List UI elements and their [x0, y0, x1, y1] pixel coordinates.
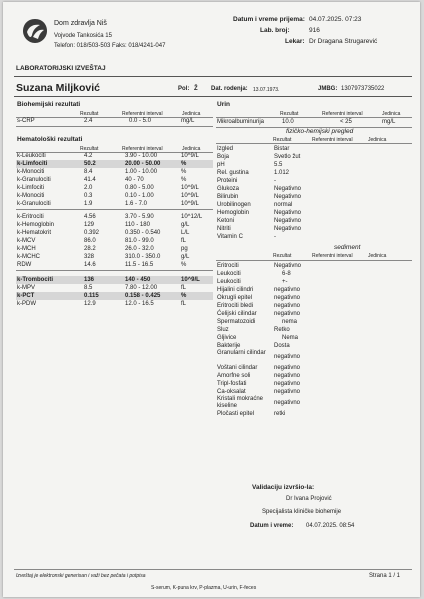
- table-row: [16, 292, 213, 300]
- cell-result: Negativno: [274, 226, 302, 232]
- cell-result: negativno: [274, 389, 301, 395]
- cell-name: Sluz: [217, 327, 229, 333]
- table-row: [216, 342, 412, 350]
- urine-col-result: Rezultat: [280, 111, 299, 117]
- cell-unit: g/L: [181, 222, 190, 228]
- table-row: [16, 213, 213, 221]
- cell-result: -: [274, 178, 276, 184]
- urine-col-ref: Referentni interval: [322, 111, 363, 117]
- doctor-value: Dr Dragana Strugarević: [309, 38, 378, 45]
- hemat-group-1: [16, 152, 213, 208]
- sediment-col-ref: Referentni interval: [312, 253, 353, 259]
- urine-title: Urin: [217, 101, 230, 108]
- cell-name: Okrugli epitel: [217, 295, 253, 301]
- cell-ref: 1.6 - 7.0: [125, 201, 148, 207]
- table-row: [216, 262, 412, 270]
- cell-name: Kristali mokraćne kiseline: [217, 396, 264, 409]
- cell-result: 136: [84, 277, 95, 283]
- cell-result: negativno: [274, 354, 301, 360]
- cell-result: retki: [274, 411, 286, 417]
- dob-label: Dat. rodenja:: [211, 86, 248, 92]
- table-row: [216, 201, 412, 209]
- table-row: [16, 284, 213, 292]
- cell-ref: 0.158 - 0.425: [125, 293, 161, 299]
- cell-unit: 10^9/L: [181, 193, 199, 199]
- cell-result: -: [274, 234, 276, 240]
- cell-result: 1.9: [84, 201, 93, 207]
- table-row: [216, 372, 412, 380]
- cell-ref: 3.70 - 5.90: [125, 214, 154, 220]
- urine-col-unit: Jedinica: [382, 111, 401, 117]
- cell-result: negativno: [274, 303, 301, 309]
- table-row: [16, 237, 213, 245]
- cell-unit: %: [181, 169, 187, 175]
- cell-result: 12.9: [84, 301, 96, 307]
- institution-phone-fax: Telefon: 018/503-503 Faks: 018/4241-047: [54, 43, 166, 49]
- cell-name: Spermatozoidi: [217, 319, 256, 325]
- physchem-col-result: Rezultat: [273, 137, 292, 143]
- cell-ref: 0.80 - 5.00: [125, 185, 154, 191]
- table-row: [16, 152, 213, 160]
- left-results-column: [16, 98, 213, 348]
- cell-result: Negativno: [274, 194, 302, 200]
- cell-name: Nitriti: [217, 226, 231, 232]
- dob-value: 13.07.1973.: [253, 87, 280, 93]
- cell-unit: 10^9/L: [181, 277, 200, 283]
- cell-name: k-PCT: [17, 293, 35, 299]
- biochem-col-unit: Jedinica: [182, 111, 201, 117]
- cell-name: k-MPV: [17, 285, 35, 291]
- cell-name: Vitamin C: [217, 234, 243, 240]
- validator-name: Dr Ivana Projović: [286, 496, 332, 502]
- cell-name: Ćelijski cilindar: [217, 311, 257, 317]
- table-row: [216, 388, 412, 396]
- lab-report-page: [3, 2, 420, 597]
- biochem-col-ref: Referentni interval: [122, 111, 163, 117]
- specimen-legend: S-serum, K-puna krv, P-plazma, U-urin, F-feces: [151, 585, 257, 591]
- table-row: [216, 286, 412, 294]
- lab-number-value: 916: [309, 27, 320, 34]
- table-row: [216, 225, 412, 233]
- lab-number-label: Lab. broj:: [260, 27, 290, 34]
- table-row: [216, 278, 412, 286]
- cell-result: negativno: [274, 400, 301, 406]
- cell-name: Voštani cilindar: [217, 365, 258, 371]
- sediment-col-result: Rezultat: [273, 253, 292, 259]
- validator-title: Specijalista kliničke biohemije: [262, 509, 342, 515]
- cell-name: k-MCV: [17, 238, 36, 244]
- physchem-title: fizičko-hemijski pregled: [286, 128, 354, 135]
- cell-result: 8.4: [84, 169, 93, 175]
- physchem-table: [216, 145, 412, 243]
- biochem-col-result: Rezultat: [80, 111, 99, 117]
- cell-name: k-Hemoglobin: [17, 222, 55, 228]
- sex-label: Pol:: [178, 86, 190, 92]
- table-row: [216, 334, 412, 342]
- cell-result: Negativno: [274, 210, 302, 216]
- cell-unit: L/L: [181, 230, 190, 236]
- table-row: [216, 153, 412, 161]
- sediment-table: [216, 262, 412, 458]
- cell-ref: 0.10 - 1.00: [125, 193, 154, 199]
- cell-result: 2.0: [84, 185, 93, 191]
- table-row: [216, 302, 412, 310]
- institution-logo: [22, 18, 48, 44]
- hemat-group-2: [16, 213, 213, 269]
- table-row: [216, 410, 412, 418]
- report-title: LABORATORIJSKI IZVEŠTAJ: [16, 65, 106, 72]
- cell-unit: pg: [181, 246, 188, 252]
- table-row: [16, 176, 213, 184]
- cell-name: Bakterije: [217, 343, 241, 349]
- cell-unit: fL: [181, 285, 187, 291]
- cell-result: negativno: [274, 295, 301, 301]
- cell-result: 0.392: [84, 230, 100, 236]
- hemat-group-3: [16, 276, 213, 310]
- cell-name: k-Trombociti: [17, 277, 54, 283]
- physchem-col-ref: Referentni interval: [312, 137, 353, 143]
- received-value: 04.07.2025. 07:23: [309, 16, 362, 23]
- cell-name: Urobilinogen: [217, 202, 251, 208]
- table-row: [16, 245, 213, 253]
- cell-name: Izgled: [217, 146, 234, 152]
- cell-name: k-PDW: [17, 301, 36, 307]
- cell-result: +-: [282, 279, 288, 285]
- cell-result: 41.4: [84, 177, 96, 183]
- institution-address: Vojvode Tankosića 15: [54, 33, 112, 39]
- cell-unit: %: [181, 262, 187, 268]
- jmbg-value: 1307973735022: [341, 86, 385, 92]
- cell-unit: fL: [181, 301, 187, 307]
- cell-result: Negativno: [274, 186, 302, 192]
- cell-result: 129: [84, 222, 95, 228]
- table-row: [16, 200, 213, 208]
- cell-name: RDW: [17, 262, 32, 268]
- table-row: [16, 160, 213, 168]
- cell-name: k-Hematokrit: [17, 230, 52, 236]
- doctor-label: Lekar:: [285, 38, 305, 45]
- cell-result: 4.2: [84, 153, 93, 159]
- cell-ref: 140 - 450: [125, 277, 151, 283]
- table-row: [16, 276, 213, 284]
- table-row: [216, 396, 412, 410]
- institution-name: Dom zdravlja Niš: [54, 20, 107, 27]
- cell-ref: 26.0 - 32.0: [125, 246, 154, 252]
- cell-name: k-MCHC: [17, 254, 40, 260]
- table-row: [216, 270, 412, 278]
- cell-result: negativno: [274, 311, 301, 317]
- cell-unit: g/L: [181, 254, 190, 260]
- cell-name: Pločasti epitel: [217, 411, 255, 417]
- biochem-title: Biohemijski rezultati: [17, 101, 81, 108]
- cell-name: Ketoni: [217, 218, 235, 224]
- table-row: [216, 380, 412, 388]
- cell-unit: 10^9/L: [181, 201, 199, 207]
- table-row: [16, 261, 213, 269]
- cell-ref: 12.0 - 16.5: [125, 301, 154, 307]
- cell-unit: %: [181, 161, 187, 167]
- cell-name: pH: [217, 162, 225, 168]
- cell-result: 86.0: [84, 238, 96, 244]
- cell-name: k-Leukociti: [17, 153, 46, 159]
- cell-name: Tripl-fosfati: [217, 381, 247, 387]
- table-row: [216, 294, 412, 302]
- cell-unit: 10^12/L: [181, 214, 203, 220]
- sex-value: Ž: [194, 86, 198, 92]
- table-row: [16, 221, 213, 229]
- table-row: [216, 318, 412, 326]
- validation-date-label: Datum i vreme:: [250, 523, 294, 529]
- cell-name: Boja: [217, 154, 230, 160]
- cell-ref: 0.350 - 0.540: [125, 230, 161, 236]
- table-row: Mikroalbuminurija 10.0 < 25 mg/L: [217, 119, 396, 125]
- cell-name: k-Granulociti: [17, 201, 51, 207]
- cell-name: Hijalini cilindri: [217, 287, 254, 293]
- cell-name: k-Limfociti: [17, 185, 45, 191]
- cell-result: negativno: [274, 287, 301, 293]
- cell-ref: 310.0 - 350.0: [125, 254, 161, 260]
- cell-result: Retko: [274, 327, 290, 333]
- table-row: s-CRP 2.4 0.0 - 5.0 mg/L: [17, 118, 195, 124]
- cell-name: k-Limfociti: [17, 161, 48, 167]
- table-row: [216, 217, 412, 225]
- table-row: [16, 229, 213, 237]
- cell-result: negativno: [274, 373, 301, 379]
- cell-ref: 7.80 - 12.00: [125, 285, 158, 291]
- patient-name: Suzana Miljković: [16, 82, 101, 94]
- hemat-col-unit: Jedinica: [182, 146, 201, 152]
- cell-ref: 20.00 - 50.00: [125, 161, 161, 167]
- right-results-column: [216, 98, 412, 458]
- cell-name: Bilirubin: [217, 194, 239, 200]
- cell-ref: 3.90 - 10.00: [125, 153, 158, 159]
- cell-unit: %: [181, 293, 187, 299]
- cell-unit: fL: [181, 238, 187, 244]
- table-row: [216, 161, 412, 169]
- table-row: [16, 300, 213, 308]
- cell-result: Nema: [282, 335, 299, 341]
- cell-unit: 10^9/L: [181, 185, 199, 191]
- table-row: [216, 350, 412, 364]
- cell-name: k-Eritrociti: [17, 214, 44, 220]
- cell-name: Leukociti: [217, 271, 241, 277]
- cell-name: Granularni cilindar: [217, 350, 266, 356]
- validation-label: Validaciju izvršio-la:: [252, 484, 315, 491]
- cell-name: Proteini: [217, 178, 238, 184]
- hemat-title: Hematološki rezultati: [17, 136, 83, 143]
- cell-name: Glukoza: [217, 186, 240, 192]
- cell-result: 4.56: [84, 214, 96, 220]
- table-row: [16, 168, 213, 176]
- validation-date-value: 04.07.2025. 08:54: [306, 523, 355, 529]
- cell-result: 6-8: [282, 271, 291, 277]
- footer-note: Izveštaj je elektronski generisan i važi bez pečata i potpisa: [16, 573, 146, 579]
- cell-name: Eritrociti: [217, 263, 239, 269]
- table-row: [216, 169, 412, 177]
- cell-ref: 40 - 70: [125, 177, 144, 183]
- cell-name: Amorfne soli: [217, 373, 251, 379]
- cell-result: 50.2: [84, 161, 96, 167]
- hemat-col-result: Rezultat: [80, 146, 99, 152]
- table-row: [216, 177, 412, 185]
- cell-result: negativno: [274, 365, 301, 371]
- cell-name: Hemoglobin: [217, 210, 250, 216]
- cell-ref: 1.00 - 10.00: [125, 169, 158, 175]
- cell-result: 5.5: [274, 162, 283, 168]
- table-row: [216, 193, 412, 201]
- cell-unit: 10^9/L: [181, 153, 199, 159]
- table-row: [216, 145, 412, 153]
- cell-name: Ca-oksalat: [217, 389, 246, 395]
- table-row: [216, 364, 412, 372]
- cell-result: 14.6: [84, 262, 96, 268]
- cell-name: k-Monociti: [17, 169, 45, 175]
- cell-name: Rel. gustina: [217, 170, 249, 176]
- cell-result: 0.115: [84, 293, 99, 299]
- cell-result: Bistar: [274, 146, 290, 152]
- cell-ref: 110 - 180: [125, 222, 150, 228]
- table-row: [216, 209, 412, 217]
- table-row: [216, 310, 412, 318]
- hemat-col-ref: Referentni interval: [122, 146, 163, 152]
- cell-name: Leukociti: [217, 279, 241, 285]
- physchem-col-unit: Jedinica: [368, 137, 387, 143]
- cell-ref: 11.5 - 16.5: [125, 262, 154, 268]
- cell-name: k-Granulociti: [17, 177, 51, 183]
- cell-result: 328: [84, 254, 95, 260]
- sediment-title: sediment: [334, 244, 361, 251]
- table-row: [16, 253, 213, 261]
- cell-name: Gljivice: [217, 335, 237, 341]
- cell-result: nema: [282, 319, 298, 325]
- cell-result: 8.5: [84, 285, 93, 291]
- cell-name: k-Monociti: [17, 193, 45, 199]
- cell-result: 0.3: [84, 193, 93, 199]
- cell-name: k-MCH: [17, 246, 36, 252]
- cell-name: Eritrociti bledi: [217, 303, 254, 309]
- cell-result: Dosta: [274, 343, 290, 349]
- cell-unit: %: [181, 177, 187, 183]
- table-row: [216, 233, 412, 241]
- cell-result: 28.2: [84, 246, 96, 252]
- cell-result: normal: [274, 202, 293, 208]
- cell-result: Negativno: [274, 263, 302, 269]
- table-row: [16, 184, 213, 192]
- cell-result: Negativno: [274, 218, 302, 224]
- sediment-col-unit: Jedinica: [368, 253, 387, 259]
- table-row: [216, 185, 412, 193]
- jmbg-label: JMBG:: [318, 86, 338, 92]
- cell-result: Svetlo žut: [274, 154, 301, 160]
- page-number: Strana 1 / 1: [369, 573, 401, 579]
- table-row: [16, 192, 213, 200]
- cell-result: 1.012: [274, 170, 290, 176]
- table-row: [216, 326, 412, 334]
- cell-result: negativno: [274, 381, 301, 387]
- received-label: Datum i vreme prijema:: [233, 16, 305, 23]
- cell-ref: 81.0 - 99.0: [125, 238, 154, 244]
